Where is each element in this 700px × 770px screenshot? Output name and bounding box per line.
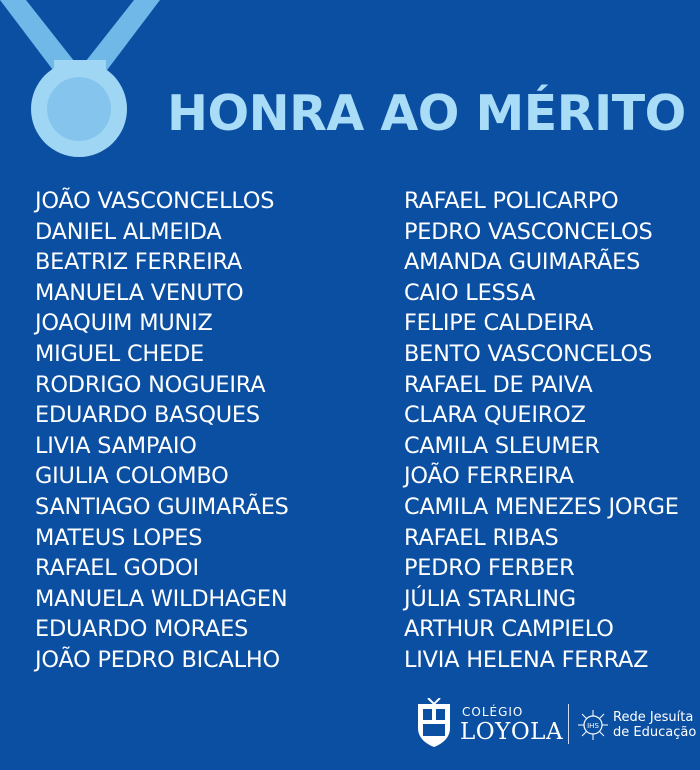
honoree-name: RODRIGO NOGUEIRA bbox=[35, 371, 266, 398]
honoree-name: JOÃO VASCONCELLOS bbox=[35, 188, 275, 214]
honoree-name: AMANDA GUIMARÃES bbox=[404, 249, 641, 276]
honoree-name: LIVIA SAMPAIO bbox=[35, 432, 197, 459]
seal-text: IHS bbox=[587, 722, 599, 730]
honoree-name: EDUARDO MORAES bbox=[35, 616, 249, 643]
honoree-name: MANUELA VENUTO bbox=[35, 279, 244, 306]
honoree-name: PEDRO VASCONCELOS bbox=[404, 218, 653, 245]
honoree-name: FELIPE CALDEIRA bbox=[404, 310, 594, 337]
honoree-name: GIULIA COLOMBO bbox=[35, 463, 229, 490]
honoree-name: JOÃO PEDRO BICALHO bbox=[35, 646, 280, 673]
honoree-name: JOAQUIM MUNIZ bbox=[35, 310, 213, 337]
school-crest-icon bbox=[414, 698, 454, 748]
honor-list-left bbox=[35, 186, 289, 676]
honoree-name: CAIO LESSA bbox=[404, 279, 536, 306]
page-title: HONRA AO MÉRITO bbox=[167, 85, 686, 142]
honoree-name: BEATRIZ FERREIRA bbox=[35, 249, 243, 276]
honoree-name: DANIEL ALMEIDA bbox=[35, 218, 222, 245]
honoree-name: EDUARDO BASQUES bbox=[35, 402, 260, 429]
footer-logos bbox=[414, 698, 700, 750]
jesuit-seal-icon bbox=[578, 710, 608, 740]
honoree-name: BENTO VASCONCELOS bbox=[404, 340, 652, 367]
honoree-name: LIVIA HELENA FERRAZ bbox=[404, 646, 649, 673]
honoree-name: SANTIAGO GUIMARÃES bbox=[35, 493, 289, 520]
school-name-big: LOYOLA bbox=[460, 719, 564, 745]
honoree-name: MIGUEL CHEDE bbox=[35, 340, 205, 367]
honoree-name: PEDRO FERBER bbox=[404, 555, 575, 582]
honoree-name: JÚLIA STARLING bbox=[404, 585, 576, 612]
honoree-name: CLARA QUEIROZ bbox=[404, 402, 586, 429]
honoree-name: ARTHUR CAMPIELO bbox=[404, 616, 614, 643]
network-name-line1: Rede Jesuíta bbox=[613, 710, 694, 725]
footer-divider bbox=[568, 704, 569, 744]
honoree-name: CAMILA MENEZES JORGE bbox=[404, 493, 679, 520]
honoree-name: RAFAEL GODOI bbox=[35, 555, 199, 582]
network-name-line2: de Educação bbox=[613, 725, 697, 740]
honoree-name: RAFAEL POLICARPO bbox=[404, 188, 619, 214]
honoree-name: RAFAEL DE PAIVA bbox=[404, 371, 593, 398]
honoree-name: RAFAEL RIBAS bbox=[404, 524, 559, 551]
honoree-name: MANUELA WILDHAGEN bbox=[35, 585, 288, 612]
honor-list-right bbox=[404, 186, 679, 676]
honoree-name: CAMILA SLEUMER bbox=[404, 432, 600, 459]
honoree-name: MATEUS LOPES bbox=[35, 524, 203, 551]
medal-icon bbox=[0, 0, 180, 170]
honoree-name: JOÃO FERREIRA bbox=[404, 463, 574, 490]
school-name-small: COLÉGIO bbox=[462, 705, 524, 719]
